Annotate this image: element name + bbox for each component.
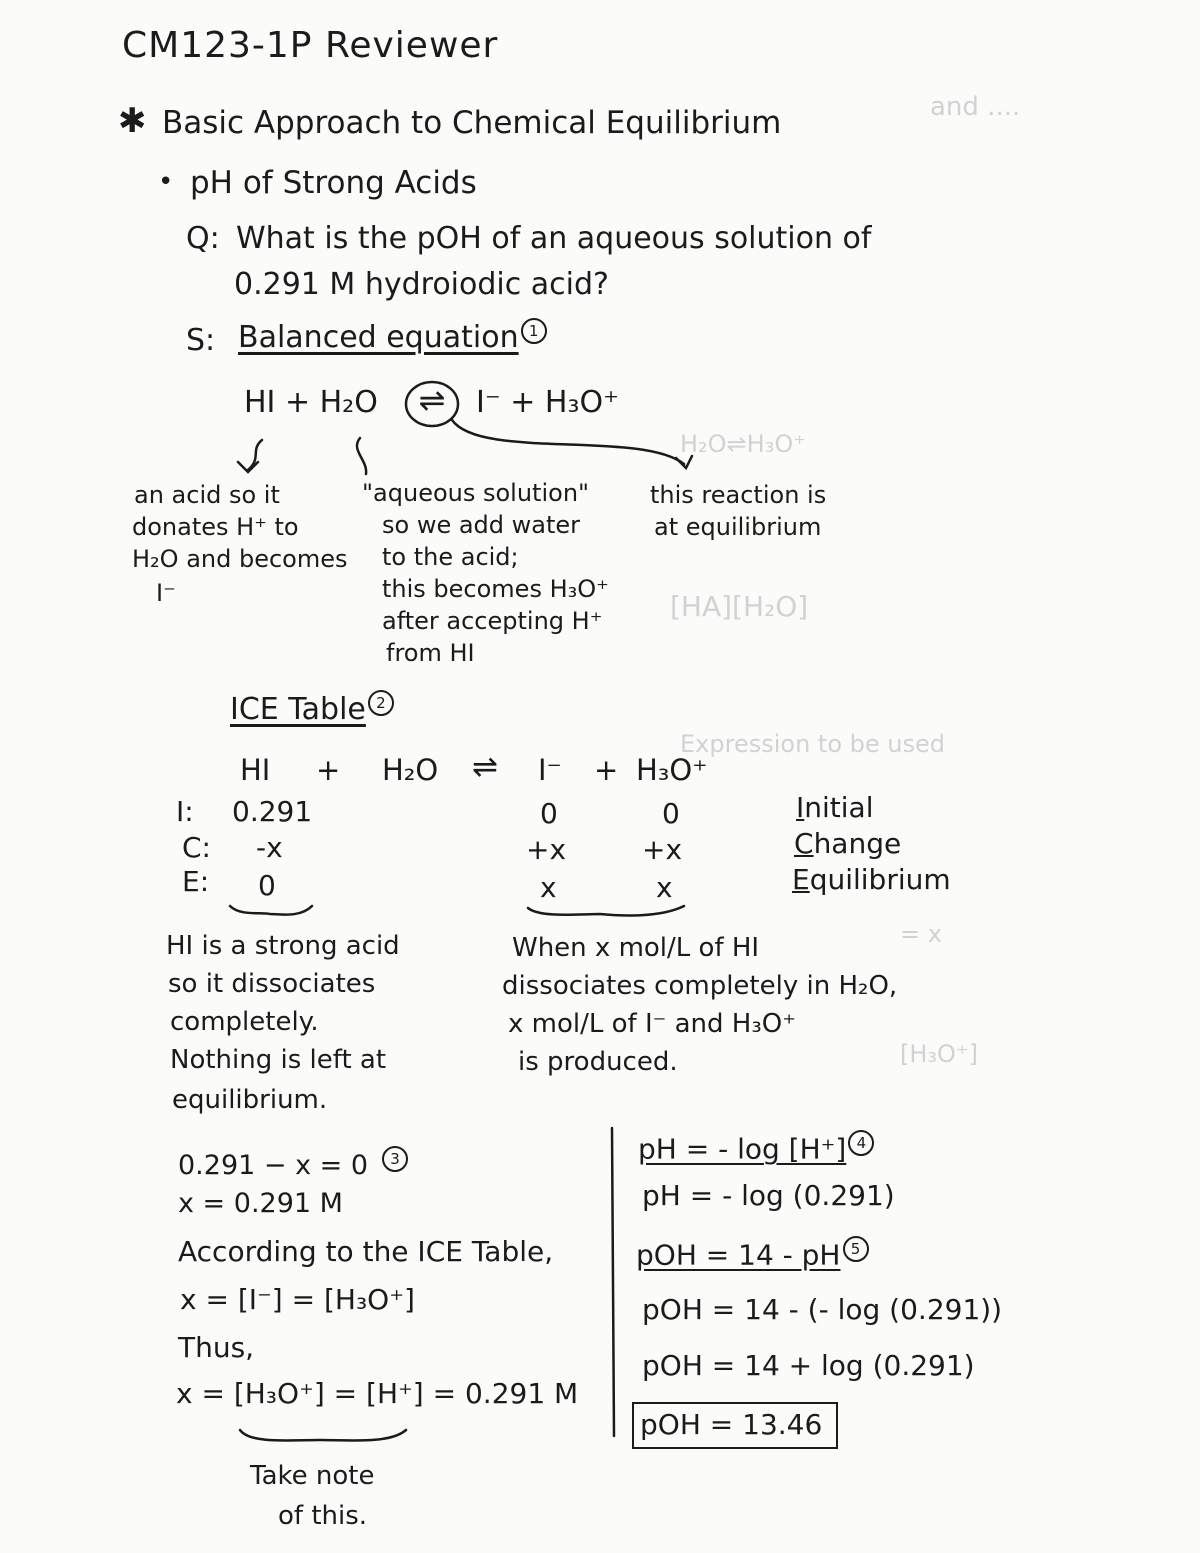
ice-header-plus: + xyxy=(316,753,341,787)
step-number-badge: 1 xyxy=(521,318,547,344)
subheading: pH of Strong Acids xyxy=(190,165,477,201)
note-line: When x mol/L of HI xyxy=(512,933,760,963)
ice-row-label: C: xyxy=(182,831,211,864)
column-divider xyxy=(612,1128,614,1436)
step-number-badge: 2 xyxy=(368,690,394,716)
note-line: is produced. xyxy=(518,1047,678,1077)
brace-bottom xyxy=(240,1430,406,1441)
step3-note-line: of this. xyxy=(278,1501,368,1531)
equation-right: I⁻ + H₃O⁺ xyxy=(476,385,619,420)
question-line-1: What is the pOH of an aqueous solution of xyxy=(236,221,872,256)
ice-cell: x xyxy=(540,871,557,904)
ice-cell: 0.291 xyxy=(232,795,313,828)
ice-title: ICE Table xyxy=(230,692,366,727)
equation-left: HI + H₂O xyxy=(244,385,378,420)
ice-cell: x xyxy=(656,871,673,904)
note-line: this reaction is xyxy=(650,481,827,509)
section-heading: Basic Approach to Chemical Equilibrium xyxy=(162,105,782,141)
legend-cap: I xyxy=(796,791,805,824)
note-line: an acid so it xyxy=(134,481,280,509)
legend-cap: E xyxy=(792,863,810,896)
ice-row-label: I: xyxy=(176,795,194,828)
step5-line: pOH = 14 - (- log (0.291)) xyxy=(642,1293,1003,1326)
legend-rest: nitial xyxy=(804,791,874,824)
star-bullet-icon: ✱ xyxy=(118,101,147,141)
ice-cell: 0 xyxy=(662,797,680,830)
ice-header-iodide: I⁻ xyxy=(538,753,562,787)
dot-bullet-icon: • xyxy=(158,167,174,197)
ice-header-h2o: H₂O xyxy=(382,753,439,787)
note-line: equilibrium. xyxy=(172,1085,328,1115)
final-answer: pOH = 13.46 xyxy=(640,1408,823,1441)
step5-line: pOH = 14 + log (0.291) xyxy=(642,1349,975,1382)
note-line: from HI xyxy=(386,639,475,667)
ice-cell: -x xyxy=(256,831,283,864)
step3-line: x = 0.291 M xyxy=(178,1188,343,1219)
ice-row-label: E: xyxy=(182,865,210,898)
note-line: HI is a strong acid xyxy=(166,931,400,961)
question-line-2: 0.291 M hydroiodic acid? xyxy=(234,267,609,302)
note-line: "aqueous solution" xyxy=(362,479,590,507)
step3-line: Thus, xyxy=(178,1331,255,1364)
note-line: this becomes H₃O⁺ xyxy=(382,575,609,603)
ice-cell: 0 xyxy=(258,869,276,902)
step3-line: x = [H₃O⁺] = [H⁺] = 0.291 M xyxy=(176,1377,579,1410)
step4-line: pH = - log (0.291) xyxy=(642,1179,895,1212)
note-line: Nothing is left at xyxy=(170,1045,387,1075)
ice-cell: 0 xyxy=(540,797,558,830)
ice-header-plus: + xyxy=(594,753,619,787)
step3-line: According to the ICE Table, xyxy=(178,1235,554,1268)
note-line: to the acid; xyxy=(382,543,519,571)
note-line: H₂O and becomes xyxy=(132,545,348,573)
note-line: so it dissociates xyxy=(168,969,376,999)
arrow-circle xyxy=(406,382,458,426)
note-line: dissociates completely in H₂O, xyxy=(502,971,898,1001)
step-number-badge: 4 xyxy=(848,1130,874,1156)
step-number-badge: 5 xyxy=(843,1236,869,1262)
legend-rest: quilibrium xyxy=(809,863,951,896)
step1-title: Balanced equation xyxy=(238,320,519,355)
ice-header-hi: HI xyxy=(240,753,271,787)
ice-cell: +x xyxy=(642,833,683,866)
pointer-curve-water xyxy=(357,438,366,474)
step3-note-line: Take note xyxy=(250,1461,375,1491)
step5-formula: pOH = 14 - pH xyxy=(636,1238,841,1272)
note-line: completely. xyxy=(170,1007,319,1037)
step4-formula: pH = - log [H⁺] xyxy=(638,1132,847,1166)
note-line: I⁻ xyxy=(156,579,176,607)
step3-eq: 0.291 − x = 0 xyxy=(178,1150,369,1181)
note-line: donates H⁺ to xyxy=(132,513,299,541)
legend-cap: C xyxy=(794,827,814,860)
ice-cell: +x xyxy=(526,833,567,866)
brace-right xyxy=(528,906,684,916)
note-line: after accepting H⁺ xyxy=(382,607,603,635)
equilibrium-arrow: ⇌ xyxy=(418,381,446,419)
question-label: Q: xyxy=(186,221,220,256)
solution-label: S: xyxy=(186,323,216,358)
note-line: x mol/L of I⁻ and H₃O⁺ xyxy=(508,1009,796,1039)
pointer-arrow-equilibrium xyxy=(452,420,684,464)
note-line: so we add water xyxy=(382,511,581,539)
brace-left xyxy=(230,906,312,915)
step3-line: x = [I⁻] = [H₃O⁺] xyxy=(180,1283,415,1316)
ice-header-h3o: H₃O⁺ xyxy=(636,753,708,787)
legend-rest: hange xyxy=(813,827,902,860)
note-line: at equilibrium xyxy=(654,513,822,541)
ice-header-arrow: ⇌ xyxy=(472,749,498,785)
step-number-badge: 3 xyxy=(382,1146,408,1172)
page-title: CM123-1P Reviewer xyxy=(122,25,499,66)
